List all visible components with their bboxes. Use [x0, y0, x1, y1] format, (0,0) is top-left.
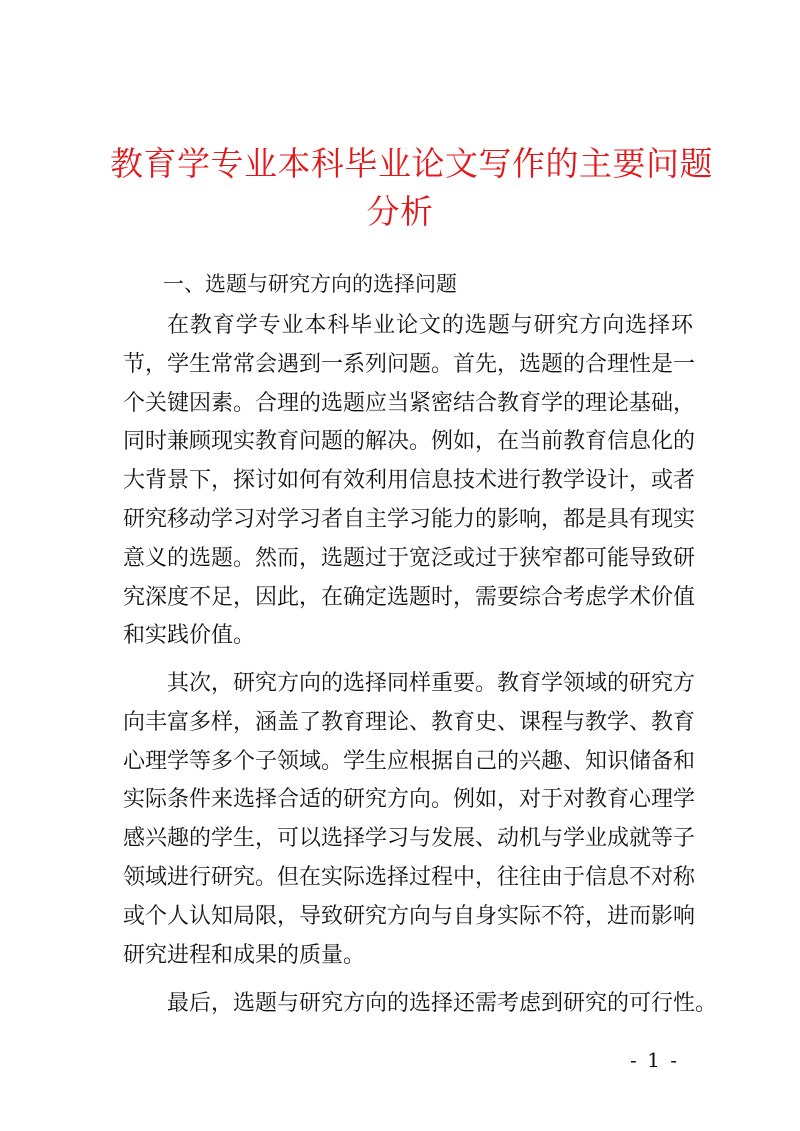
paragraph-line: 大背景下，探讨如何有效利用信息技术进行教学设计，或者 — [123, 468, 696, 494]
paragraph-line: 研究进程和成果的质量。 — [123, 942, 366, 968]
paragraph-line: 个关键因素。合理的选题应当紧密结合教育学的理论基础， — [123, 390, 696, 416]
paragraph-line: 节，学生常常会遇到一系列问题。首先，选题的合理性是一 — [123, 351, 696, 377]
paragraph-line: 其次，研究方向的选择同样重要。教育学领域的研究方 — [167, 671, 696, 696]
section-heading: 一、选题与研究方向的选择问题 — [163, 272, 457, 296]
paragraph-line: 领域进行研究。但在实际选择过程中，往往由于信息不对称 — [123, 864, 696, 890]
title-line: 分析 — [366, 192, 434, 231]
document-title — [110, 140, 713, 236]
paragraph-line: 感兴趣的学生，可以选择学习与发展、动机与学业成就等子 — [123, 826, 696, 852]
paragraph-line: 向丰富多样，涵盖了教育理论、教育史、课程与教学、教育 — [123, 709, 696, 735]
paragraph-line: 同时兼顾现实教育问题的解决。例如，在当前教育信息化的 — [123, 429, 696, 455]
page-number: - 1 - — [630, 1048, 679, 1072]
paragraph-line: 实际条件来选择合适的研究方向。例如，对于对教育心理学 — [123, 787, 696, 813]
paragraph — [123, 985, 718, 1024]
paragraph — [123, 307, 696, 656]
paragraph-line: 意义的选题。然而，选题过于宽泛或过于狭窄都可能导致研 — [123, 545, 696, 571]
paragraph — [123, 665, 696, 975]
paragraph-line: 或个人认知局限，导致研究方向与自身实际不符，进而影响 — [123, 903, 696, 929]
paragraph-line: 心理学等多个子领域。学生应根据自己的兴趣、知识储备和 — [123, 748, 696, 774]
paragraph-line: 和实践价值。 — [123, 623, 256, 649]
paragraph-line: 在教育学专业本科毕业论文的选题与研究方向选择环 — [167, 313, 693, 338]
paragraph-line: 研究移动学习对学习者自主学习能力的影响，都是具有现实 — [123, 506, 696, 532]
title-line: 教育学专业本科毕业论文写作的主要问题 — [110, 144, 713, 183]
paragraph-line: 最后，选题与研究方向的选择还需考虑到研究的可行性。 — [167, 991, 718, 1016]
paragraph-line: 究深度不足，因此，在确定选题时，需要综合考虑学术价值 — [123, 584, 696, 610]
